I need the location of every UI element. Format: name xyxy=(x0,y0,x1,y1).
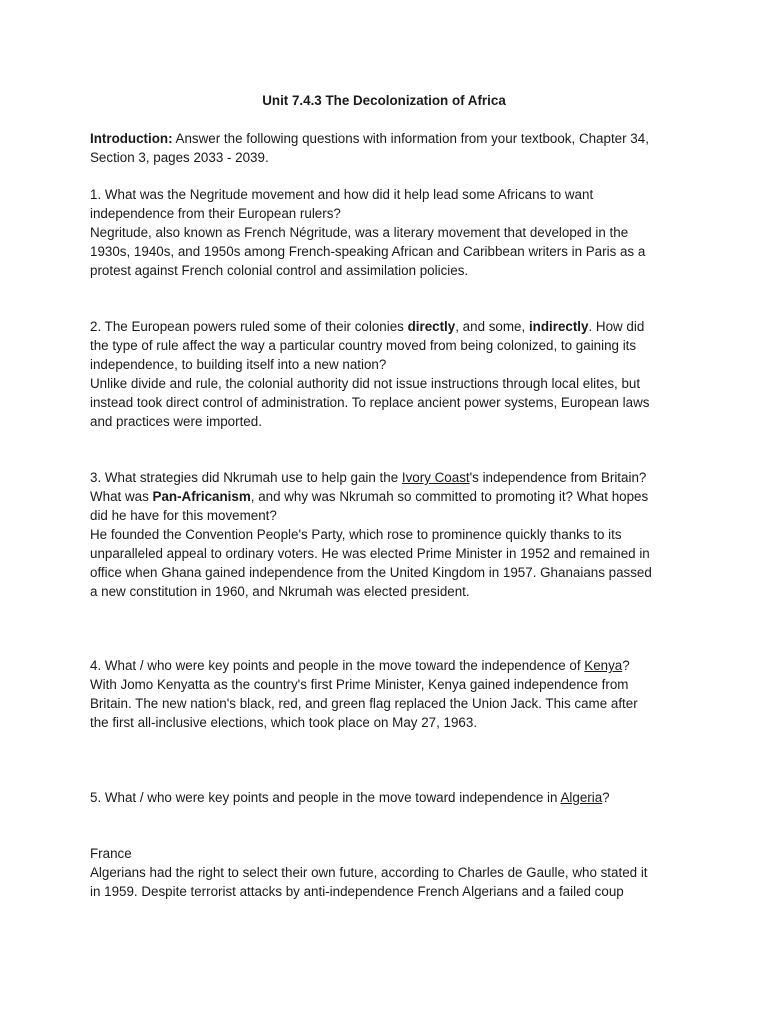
q3-text-a: 3. What strategies did Nkrumah use to help gain the xyxy=(90,470,402,485)
document-title: Unit 7.4.3 The Decolonization of Africa xyxy=(262,93,506,108)
q2-question-line-1 xyxy=(90,318,644,337)
q2-text-b: , and some, xyxy=(455,319,529,334)
q3-link-ivory-coast[interactable]: Ivory Coast xyxy=(401,470,470,485)
q4-link-kenya[interactable]: Kenya xyxy=(584,658,623,673)
q5-answer-line-2: in 1959. Despite terrorist attacks by anti-independence French Algerians and a failed coup xyxy=(90,884,624,899)
q3-answer-line-3: office when Ghana gained independence from the United Kingdom in 1957. Ghanaians passed xyxy=(90,565,652,580)
q1-question-line-2: independence from their European rulers? xyxy=(90,206,341,221)
intro-text-1: Answer the following questions with information from your textbook, Chapter 34, xyxy=(172,131,649,146)
q5-text-b: ? xyxy=(602,790,610,805)
q3-answer-line-2: unparalleled appeal to ordinary voters. He was elected Prime Minister in 1952 and remained in xyxy=(90,546,650,561)
q3-text-c: What was xyxy=(90,489,153,504)
q3-question-line-2 xyxy=(90,488,648,507)
q3-answer-line-4: a new constitution in 1960, and Nkrumah was elected president. xyxy=(90,584,470,599)
q4-answer-line-1: With Jomo Kenyatta as the country's first Prime Minister, Kenya gained independence from xyxy=(90,677,629,692)
q2-question-line-2: the type of rule affect the way a particular country moved from being colonized, to gaining its xyxy=(90,338,637,353)
q3-question-line-1 xyxy=(90,469,646,488)
q5-link-algeria[interactable]: Algeria xyxy=(560,790,603,805)
q5-text-a: 5. What / who were key points and people in the move toward independence in xyxy=(90,790,561,805)
q4-question-line-1 xyxy=(90,657,630,676)
q5-question-line-1 xyxy=(90,789,610,808)
q4-answer-line-3: the first all-inclusive elections, which took place on May 27, 1963. xyxy=(90,715,478,730)
q3-bold-pan-africanism: Pan-Africanism xyxy=(152,489,251,504)
q1-answer-line-3: protest against French colonial control and assimilation policies. xyxy=(90,263,469,278)
q2-answer-line-2: instead took direct control of administration. To replace ancient power systems, European laws xyxy=(90,395,650,410)
q3-text-b: 's independence from Britain? xyxy=(469,470,647,485)
q2-question-line-3: independence, to building itself into a new nation? xyxy=(90,357,387,372)
q2-text-c: . How did xyxy=(588,319,645,334)
intro-line-2: Section 3, pages 2033 - 2039. xyxy=(90,150,269,165)
q1-answer-line-1: Negritude, also known as French Négritude, was a literary movement that developed in the xyxy=(90,225,629,240)
q5-answer-line-0: France xyxy=(90,846,132,861)
q4-text-a: 4. What / who were key points and people in the move toward the independence of xyxy=(90,658,585,673)
q1-answer-line-2: 1930s, 1940s, and 1950s among French-speaking African and Caribbean writers in Paris as a xyxy=(90,244,646,259)
q4-answer-line-2: Britain. The new nation's black, red, and green flag replaced the Union Jack. This came after xyxy=(90,696,638,711)
q5-answer-line-1: Algerians had the right to select their own future, according to Charles de Gaulle, who stated it xyxy=(90,865,648,880)
q3-answer-line-1: He founded the Convention People's Party, which rose to prominence quickly thanks to its xyxy=(90,527,622,542)
q4-text-b: ? xyxy=(622,658,630,673)
q2-answer-line-3: and practices were imported. xyxy=(90,414,262,429)
q2-answer-line-1: Unlike divide and rule, the colonial authority did not issue instructions through local elites, but xyxy=(90,376,641,391)
q3-text-d: , and why was Nkrumah so committed to promoting it? What hopes xyxy=(250,489,649,504)
q3-question-line-3: did he have for this movement? xyxy=(90,508,277,523)
q1-question-line-1: 1. What was the Negritude movement and how did it help lead some Africans to want xyxy=(90,187,594,202)
q2-bold-directly: directly xyxy=(407,319,456,334)
q2-bold-indirectly: indirectly xyxy=(528,319,589,334)
q2-text-a: 2. The European powers ruled some of their colonies xyxy=(90,319,408,334)
intro-label: Introduction: xyxy=(90,131,173,146)
intro-line-1 xyxy=(90,130,649,149)
